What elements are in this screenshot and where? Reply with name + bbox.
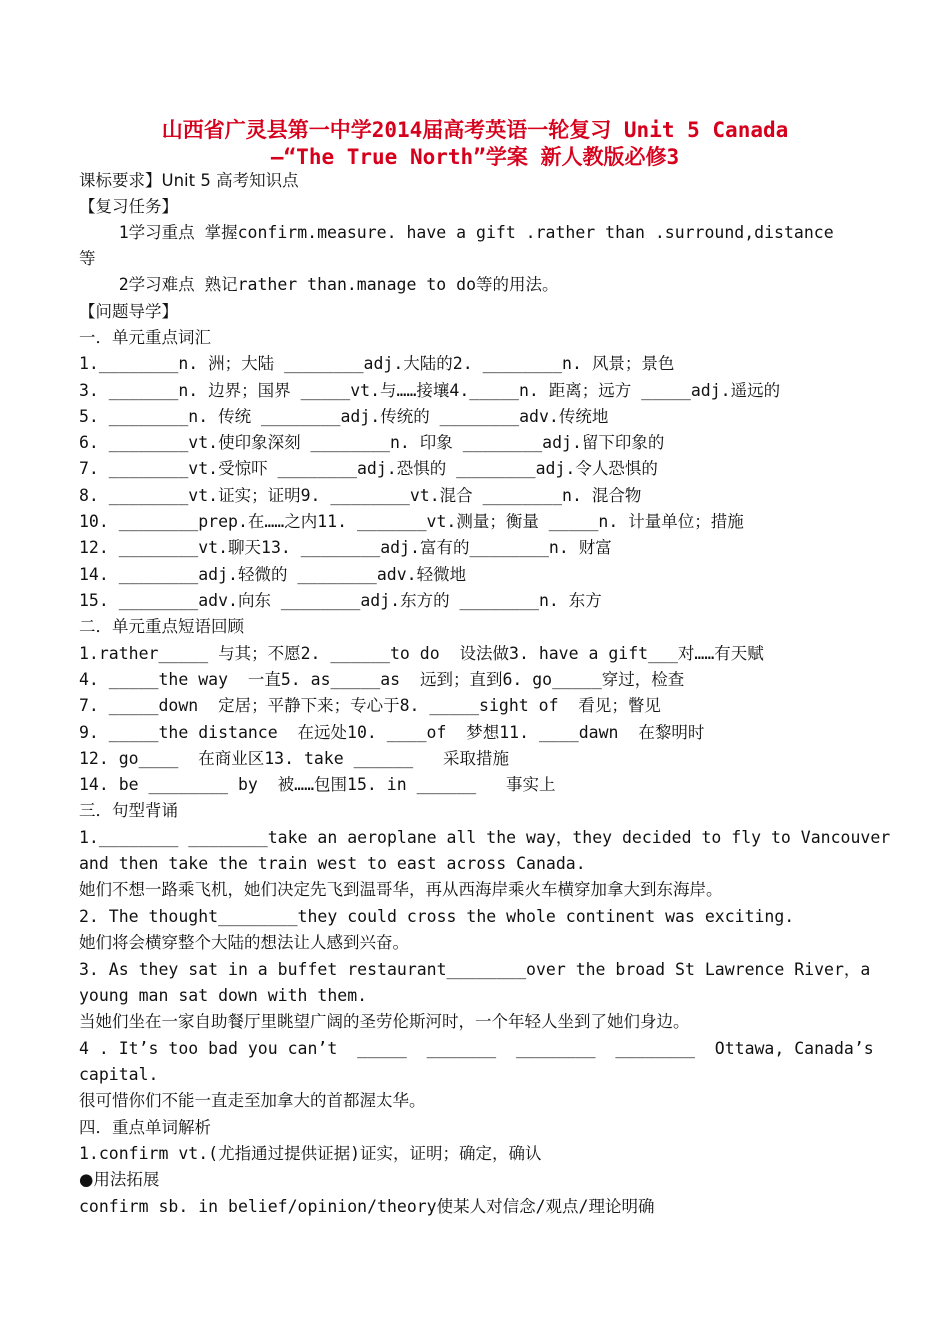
document-line: 一．单元重点词汇 bbox=[79, 328, 211, 347]
document-line: 9. _____the distance 在远处10. ____of 梦想11. ____dawn 在黎明时 bbox=[79, 723, 705, 742]
document-line: 【问题导学】 bbox=[79, 302, 178, 321]
document-line: 10. ________prep.在……之内11. _______vt.测量；衡量 _____n. 计量单位；措施 bbox=[79, 512, 744, 531]
document-line: 1.________ ________take an aeroplane all the way，they decided to fly to Vancouver bbox=[79, 828, 891, 847]
document-line: 3. As they sat in a buffet restaurant________over the broad St Lawrence River，a bbox=[79, 960, 871, 979]
document-line: 很可惜你们不能一直走至加拿大的首都渥太华。 bbox=[79, 1091, 426, 1110]
document-line: 1.rather_____ 与其；不愿2. ______to do 设法做3. have a gift___对……有天赋 bbox=[79, 644, 764, 663]
document-line: confirm sb. in belief/opinion/theory使某人对信念/观点/理论明确 bbox=[79, 1197, 655, 1216]
document-title-line-2: —“The True North”学案 新人教版必修3 bbox=[270, 145, 680, 169]
document-line: ●用法拓展 bbox=[79, 1170, 160, 1189]
document-line: young man sat down with them. bbox=[79, 986, 368, 1005]
document-line: 12. ________vt.聊天13. ________adj.富有的________n. 财富 bbox=[79, 538, 612, 557]
document-line: 7. _____down 定居；平静下来；专心于8. _____sight of 看见；瞥见 bbox=[79, 696, 661, 715]
document-line: 三．句型背诵 bbox=[79, 801, 178, 820]
document-line: capital. bbox=[79, 1065, 159, 1084]
document-line: 15. ________adv.向东 ________adj.东方的 ________n. 东方 bbox=[79, 591, 602, 610]
document-line: 14. ________adj.轻微的 ________adv.轻微地 bbox=[79, 565, 467, 584]
document-line: 8. ________vt.证实；证明9. ________vt.混合 ________n. 混合物 bbox=[79, 486, 642, 505]
document-title-line-1: 山西省广灵县第一中学2014届高考英语一轮复习 Unit 5 Canada bbox=[161, 118, 789, 142]
document-line: 二．单元重点短语回顾 bbox=[79, 617, 244, 636]
document-line: 7. ________vt.受惊吓 ________adj.恐惧的 ________adj.令人恐惧的 bbox=[79, 459, 658, 478]
document-line: 【复习任务】 bbox=[79, 197, 178, 216]
document-line: 1学习重点 掌握confirm.measure. have a gift .rather than .surround,distance bbox=[79, 223, 834, 242]
document-line: 14. be ________ by 被……包围15. in ______ 事实上 bbox=[79, 775, 556, 794]
document-line: 4 . It’s too bad you can’t _____ _______ ________ ________ Ottawa, Canada’s bbox=[79, 1039, 874, 1058]
document-line: 3. _______n. 边界；国界 _____vt.与……接壤4._____n. 距离；远方 _____adj.遥远的 bbox=[79, 381, 781, 400]
document-line: 2学习难点 熟记rather than.manage to do等的用法。 bbox=[79, 275, 559, 294]
document-line: 1.________n. 洲；大陆 ________adj.大陆的2. ________n. 风景；景色 bbox=[79, 354, 675, 373]
document-line: 她们不想一路乘飞机，她们决定先飞到温哥华，再从西海岸乘火车横穿加拿大到东海岸。 bbox=[79, 880, 723, 899]
document-line: 5. ________n. 传统 ________adj.传统的 ________adv.传统地 bbox=[79, 407, 609, 426]
document-line: 2. The thought________they could cross the whole continent was exciting. bbox=[79, 907, 795, 926]
document-line: 4. _____the way 一直5. as_____as 远到；直到6. go_____穿过，检查 bbox=[79, 670, 685, 689]
document-line: and then take the train west to east across Canada. bbox=[79, 854, 586, 873]
document-line: 12. go____ 在商业区13. take ______ 采取措施 bbox=[79, 749, 510, 768]
document-line: 6. ________vt.使印象深刻 ________n. 印象 ________adj.留下印象的 bbox=[79, 433, 665, 452]
document-line: 当她们坐在一家自助餐厅里眺望广阔的圣劳伦斯河时，一个年轻人坐到了她们身边。 bbox=[79, 1012, 690, 1031]
document-line: 等 bbox=[79, 249, 96, 268]
document-line: 课标要求】Unit 5 高考知识点 bbox=[79, 171, 299, 190]
document-line: 她们将会横穿整个大陆的想法让人感到兴奋。 bbox=[79, 933, 409, 952]
document-line: 四．重点单词解析 bbox=[79, 1118, 211, 1137]
document-line: 1.confirm vt.(尤指通过提供证据)证实，证明；确定，确认 bbox=[79, 1144, 542, 1163]
